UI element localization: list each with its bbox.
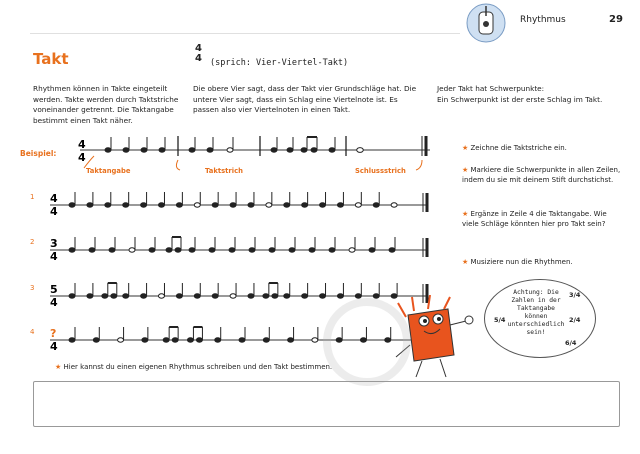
note-quarter — [212, 192, 218, 207]
heading-sig-top: 4 — [195, 43, 202, 54]
heading-sig-bottom: 4 — [195, 53, 202, 64]
example-label: Beispiel: — [20, 149, 57, 158]
intro-right-line1: Jeder Takt hat Schwerpunkte: — [437, 84, 545, 93]
note-quarter — [369, 237, 375, 252]
row-number: 4 — [30, 328, 35, 336]
bubble-sig-2: 5/4 — [494, 316, 506, 324]
note-quarter — [248, 283, 254, 298]
note-quarter — [284, 283, 290, 298]
bubble-sig-4: 6/4 — [565, 339, 577, 347]
note-quarter — [288, 327, 294, 342]
note-whole — [391, 203, 397, 207]
note-half — [194, 192, 200, 207]
page-number: 29 — [609, 14, 623, 25]
intro-left: Rhythmen können in Takte eingeteilt werden. Takte werden durch Taktstriche voneinander getrennt. Die Taktangabe bestimmt einen Takt näher. — [33, 84, 179, 125]
note-quarter — [89, 237, 95, 252]
row-sig-bottom: 4 — [50, 296, 58, 309]
note-half — [349, 237, 355, 252]
note-quarter — [123, 283, 129, 298]
note-quarter — [123, 192, 129, 207]
example-sig-top: 4 — [78, 138, 86, 151]
row-number: 2 — [30, 238, 35, 246]
watermark-logo — [323, 298, 411, 386]
intro-middle: Die obere Vier sagt, dass der Takt vier Grundschläge hat. Die untere Vier sagt, dass ein Schlag eine Viertelnote ist. Es passen also vier Viertelnoten in einen Takt. — [193, 84, 417, 115]
note-quarter — [194, 283, 200, 298]
note-quarter — [329, 237, 335, 252]
bubble-text: Achtung: Die Zahlen in der Taktangabe können unterschiedlich sein! — [507, 289, 565, 337]
note-half — [129, 237, 135, 252]
task-2: ★ Markiere die Schwerpunkte in allen Zeilen, indem du sie mit deinem Stift durchstichst. — [462, 166, 621, 184]
page-title: Takt — [33, 50, 69, 68]
note-quarter — [87, 283, 93, 298]
row-sig-top: 3 — [50, 237, 58, 250]
note-quarter — [320, 283, 326, 298]
note-half — [312, 327, 318, 342]
note-quarter — [269, 237, 275, 252]
ann-schlussstrich: Schlussstrich — [355, 167, 406, 175]
heading-sig-note: (sprich: Vier-Viertel-Takt) — [210, 58, 349, 68]
note-quarter — [176, 283, 182, 298]
ann-taktangabe: Taktangabe — [86, 167, 131, 175]
note-quarter — [337, 283, 343, 298]
note-quarter — [215, 327, 221, 342]
arrow-schlussstrich — [416, 160, 422, 170]
ann-taktstrich: Taktstrich — [205, 167, 243, 175]
note-quarter — [93, 327, 99, 342]
row-sig-top: 5 — [50, 283, 58, 296]
rhythm-staff-2 — [40, 230, 430, 264]
note-quarter — [209, 237, 215, 252]
note-quarter — [373, 283, 379, 298]
bubble-sig-1: 3/4 — [569, 291, 581, 299]
note-quarter — [302, 283, 308, 298]
note-quarter — [230, 192, 236, 207]
header-section: Rhythmus — [520, 15, 566, 25]
rhythm-staff-1 — [40, 185, 430, 219]
note-quarter — [309, 237, 315, 252]
note-quarter — [69, 192, 75, 207]
row-number: 3 — [30, 284, 35, 292]
note-quarter — [389, 237, 395, 252]
note-quarter — [176, 192, 182, 207]
note-quarter — [69, 283, 75, 298]
header-divider — [30, 33, 460, 34]
note-quarter — [142, 327, 148, 342]
note-quarter — [109, 237, 115, 252]
note-quarter — [337, 192, 343, 207]
note-quarter — [248, 192, 254, 207]
note-quarter — [141, 192, 147, 207]
intro-right — [437, 84, 617, 105]
note-quarter — [105, 192, 111, 207]
note-half — [266, 192, 272, 207]
answer-box[interactable] — [33, 381, 620, 427]
note-quarter — [320, 192, 326, 207]
note-half — [158, 283, 164, 298]
note-quarter — [263, 327, 269, 342]
row-sig-top: ? — [50, 327, 57, 340]
heading-time-signature — [195, 44, 202, 64]
bottom-task: ★ Hier kannst du einen eigenen Rhythmus schreiben und den Takt bestimmen. — [55, 363, 333, 371]
note-quarter — [158, 192, 164, 207]
note-quarter — [373, 192, 379, 207]
example-notes — [105, 136, 426, 156]
row-sig-bottom: 4 — [50, 205, 58, 218]
bubble-sig-3: 2/4 — [569, 316, 581, 324]
note-quarter — [189, 237, 195, 252]
note-quarter — [355, 283, 361, 298]
task-3: ★ Ergänze in Zeile 4 die Taktangabe. Wie viele Schläge könnten hier pro Takt sein? — [462, 210, 607, 228]
note-quarter — [141, 283, 147, 298]
intro-right-line2: Ein Schwerpunkt ist der erste Schlag im Takt. — [437, 94, 603, 104]
task-4: ★ Musiziere nun die Rhythmen. — [462, 258, 573, 266]
row-sig-bottom: 4 — [50, 340, 58, 353]
note-quarter — [69, 327, 75, 342]
example-sig-bottom: 4 — [78, 151, 86, 164]
task-1: ★ Zeichne die Taktstriche ein. — [462, 144, 567, 152]
note-quarter — [249, 237, 255, 252]
note-half — [118, 327, 124, 342]
header-illustration — [465, 2, 507, 48]
note-quarter — [69, 237, 75, 252]
row-sig-top: 4 — [50, 192, 58, 205]
row-number: 1 — [30, 193, 35, 201]
note-quarter — [302, 192, 308, 207]
arrow-taktstrich — [176, 160, 180, 170]
note-quarter — [149, 237, 155, 252]
note-quarter — [87, 192, 93, 207]
note-half — [230, 283, 236, 298]
note-quarter — [284, 192, 290, 207]
note-half — [355, 192, 361, 207]
note-quarter — [229, 237, 235, 252]
note-quarter — [289, 237, 295, 252]
row-sig-bottom: 4 — [50, 250, 58, 263]
note-quarter — [239, 327, 245, 342]
note-quarter — [212, 283, 218, 298]
